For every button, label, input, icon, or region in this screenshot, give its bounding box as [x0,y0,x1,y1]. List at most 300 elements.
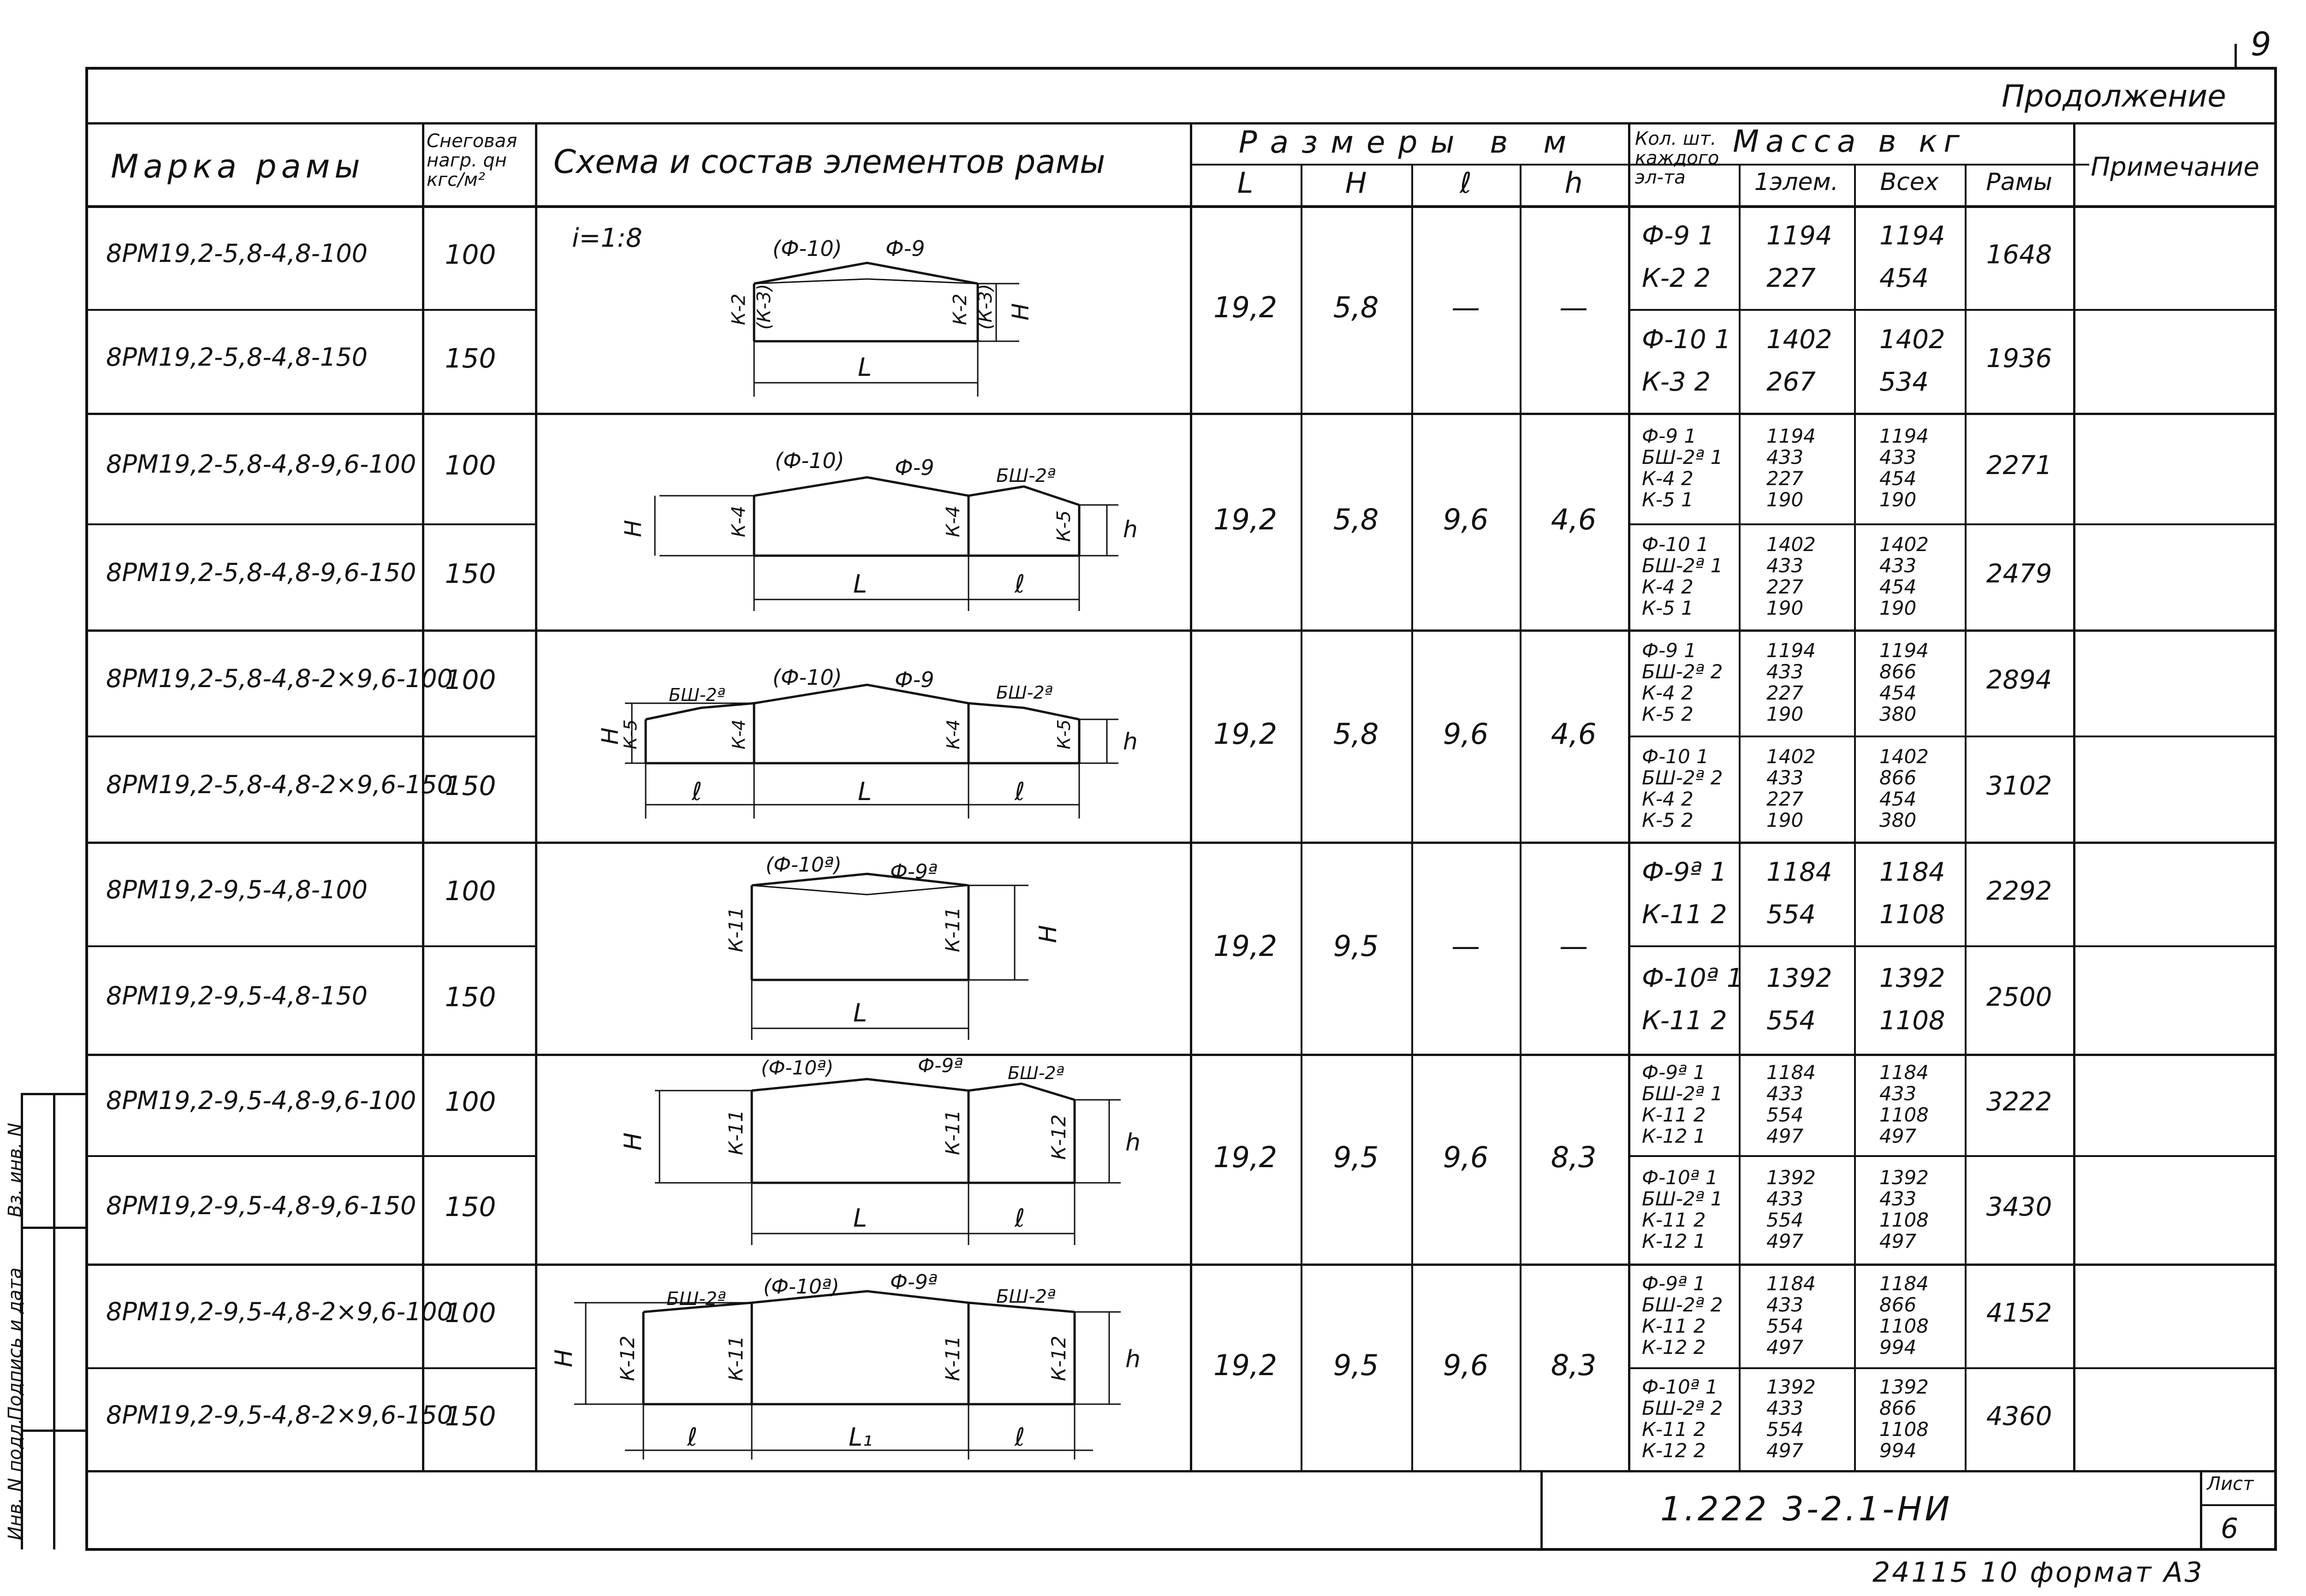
row-load: 100 [445,238,496,270]
mass-one-item: 267 [1766,367,1816,397]
row-rule-left [85,523,537,525]
row-rule-left [85,1155,537,1157]
g2-col-2: К-4 [943,505,964,537]
header-sizes: Размеры в м [1238,125,1580,160]
mass-all-item: 190 [1879,488,1917,511]
element-item: К-5 1 [1642,488,1694,511]
row-elements [1642,851,1727,936]
mass-all-item: 994 [1879,1335,1917,1359]
sheet-box-divider [2200,1470,2202,1551]
group-dim-l: 9,6 [1443,1348,1489,1382]
mass-one-item: 554 [1766,1005,1816,1036]
g4-top-2: Ф-9ª [890,860,938,884]
group-dim-L: 19,2 [1213,1140,1278,1174]
g6-H: H [550,1349,578,1367]
row-mass-one [1766,957,1832,1042]
page-number: 9 [2251,25,2271,63]
group-dim-h: — [1559,929,1588,963]
g2-col-3: К-5 [1053,510,1075,542]
header-mass-all: Всех [1880,168,1939,196]
mass-all-item: 454 [1879,682,1917,704]
slope-label: i=1:8 [572,223,642,253]
mass-all-item: 497 [1879,1229,1917,1252]
row-load: 100 [445,875,496,907]
mass-all-item: 1194 [1879,425,1929,447]
mass-one-item: 433 [1766,554,1804,577]
row-rule-right [1628,523,2277,525]
row-rule-right [1628,309,2277,311]
row-mark: 8РМ19,2-9,5-4,8-150 [106,981,368,1010]
element-item: Ф-9 1 [1642,425,1697,447]
col-line-scheme [1190,122,1192,1471]
mass-all-item: 433 [1879,554,1917,577]
mass-one-item: 1402 [1766,324,1832,355]
row-elements [1642,426,1723,510]
mass-all-item: 534 [1879,367,1929,397]
element-item: К-4 2 [1642,467,1694,490]
mass-one-item: 433 [1766,1396,1804,1419]
g6-h: h [1125,1346,1141,1373]
g5-h: h [1125,1129,1141,1157]
mass-one-item: 227 [1766,467,1804,490]
row-elements [1642,1167,1723,1252]
row-mass-one [1766,534,1816,619]
g6-col-2: К-11 [725,1335,747,1381]
row-mass-all [1879,1167,1929,1252]
g1-L: L [858,353,872,382]
mass-one-item: 1402 [1766,745,1816,768]
g2-h: h [1123,516,1138,543]
group-dim-l: 9,6 [1443,503,1489,536]
row-elements [1642,640,1723,725]
group-dim-h: 8,3 [1551,1140,1597,1174]
g4-col-1: К-11 [725,907,747,952]
g6-col-1: К-12 [616,1335,639,1381]
header-mass-frame: Рамы [1986,168,2052,196]
mass-one-item: 227 [1766,788,1804,810]
row-frame-mass: 2479 [1986,559,2052,589]
row-mass-all [1879,1376,1929,1461]
row-frame-mass: 3430 [1986,1192,2052,1222]
g3-top-2: (Ф-10) [773,665,842,690]
mass-one-item: 433 [1766,1082,1804,1105]
element-item: К-4 2 [1642,788,1694,810]
mass-one-item: 1194 [1766,425,1816,447]
mass-one-item: 554 [1766,1418,1804,1441]
mass-all-item: 1402 [1879,324,1945,355]
g4-H: H [1034,925,1062,943]
row-mark: 8РМ19,2-9,5-4,8-9,6-100 [106,1086,416,1115]
footer-format: 24115 10 формат А3 [1872,1556,2204,1589]
element-item: К-12 2 [1642,1439,1706,1462]
row-frame-mass: 3222 [1986,1087,2052,1117]
g3-H: H [597,727,624,745]
mass-all-item: 1194 [1879,220,1945,251]
sketch-group-4 [725,853,1062,1040]
element-item: К-11 2 [1642,1005,1727,1036]
element-item: Ф-10 1 [1642,533,1709,556]
col-line-mall [1965,164,1967,1471]
g3-top-4: БШ-2ª [996,682,1053,703]
group-dim-H: 9,5 [1333,1140,1379,1174]
row-elements [1642,1062,1723,1147]
row-mark: 8РМ19,2-9,5-4,8-100 [106,875,368,904]
mass-one-item: 554 [1766,899,1816,930]
mass-all-item: 454 [1879,788,1917,810]
element-item: К-11 2 [1642,1208,1706,1231]
row-rule-right [1628,1155,2277,1157]
mass-one-item: 227 [1766,576,1804,598]
row-rule-right [1628,1367,2277,1369]
mass-one-item: 190 [1766,597,1804,619]
mass-all-item: 454 [1879,467,1917,490]
g5-top-2: Ф-9ª [918,1054,963,1077]
group-dim-h: — [1559,291,1588,324]
mass-all-item: 866 [1879,766,1917,789]
header-mass-1: 1элем. [1754,168,1839,196]
g3-L: L [858,777,872,806]
element-item: К-5 2 [1642,703,1694,725]
mass-one-item: 433 [1766,660,1804,683]
g5-top-1: (Ф-10ª) [761,1056,834,1079]
row-mark: 8РМ19,2-5,8-4,8-9,6-150 [106,558,416,587]
g5-col-2: К-11 [941,1109,964,1155]
g2-top-1: (Ф-10) [775,448,844,473]
g3-col-1: К-5 [620,719,641,749]
mass-one-item: 1194 [1766,220,1832,251]
frame-sketches [535,205,1190,1471]
element-item: Ф-9 1 [1642,220,1715,251]
row-mark: 8РМ19,2-5,8-4,8-100 [106,238,368,268]
row-mass-all [1879,746,1929,831]
mass-all-item: 1108 [1879,1104,1929,1126]
g2-H: H [620,520,647,537]
group-dim-l: 9,6 [1443,717,1489,751]
mass-all-item: 1184 [1879,1061,1929,1084]
g6-top-4: БШ-2ª [996,1286,1056,1307]
element-item: К-12 1 [1642,1229,1706,1252]
mass-all-item: 994 [1879,1439,1917,1462]
continuation-label: Продолжение [2002,78,2226,114]
side-stamp-vz: Вз. инв. N [5,1122,26,1217]
mass-one-item: 1392 [1766,1375,1816,1398]
g2-l: ℓ [1015,570,1025,599]
row-mass-one [1766,640,1816,725]
row-frame-mass: 1936 [1986,343,2052,374]
mass-all-item: 380 [1879,809,1917,831]
row-frame-mass: 2500 [1986,982,2052,1012]
col-line-frame [2073,122,2075,1471]
group-dim-H: 5,8 [1333,503,1379,536]
element-item: Ф-9ª 1 [1642,1272,1706,1295]
mass-all-item: 190 [1879,597,1917,619]
sketch-group-5 [619,1054,1141,1245]
row-load: 150 [445,1191,496,1222]
element-item: Ф-10ª 1 [1642,963,1743,993]
element-item: К-11 2 [1642,1314,1706,1337]
element-item: К-12 2 [1642,1335,1706,1359]
row-mass-one [1766,426,1816,510]
g1-top-1: (Ф-10) [773,236,842,261]
sketch-group-2 [620,448,1138,611]
g1-H: H [1007,303,1034,320]
header-mass: Масса в кг [1733,124,1966,159]
row-mark: 8РМ19,2-5,8-4,8-9,6-100 [106,450,416,479]
row-elements [1642,215,1714,300]
mass-one-item: 1184 [1766,1272,1816,1295]
corner-tick [2235,44,2237,69]
g6-top-1: БШ-2ª [666,1288,726,1310]
row-elements [1642,957,1743,1042]
mass-one-item: 554 [1766,1208,1804,1231]
group-dim-H: 5,8 [1333,717,1379,751]
mass-all-item: 1392 [1879,1166,1929,1189]
group-dim-L: 19,2 [1213,291,1278,324]
g6-col-3: К-11 [941,1335,964,1381]
side-stamp-sign: Подпись и дата [5,1267,26,1420]
group-dim-h: 8,3 [1551,1348,1597,1382]
header-count-3: эл-та [1635,167,1686,188]
mass-one-item: 1402 [1766,533,1816,556]
g5-L: L [853,1204,868,1233]
g2-col-1: К-4 [728,505,749,537]
header-snow-load-1: Снеговая [427,131,517,152]
element-item: БШ-2ª 2 [1642,660,1723,683]
row-rule-right [1628,945,2277,947]
row-frame-mass: 4360 [1986,1401,2052,1431]
row-elements [1642,319,1731,403]
row-mark: 8РМ19,2-9,5-4,8-2×9,6-100 [106,1297,453,1326]
header-h: h [1564,166,1583,200]
row-load: 150 [445,770,496,801]
g5-col-3: К-12 [1047,1114,1070,1160]
doc-code: 1.222 3-2.1-НИ [1660,1489,1953,1528]
element-item: К-5 1 [1642,597,1694,619]
group-dim-H: 9,5 [1333,1348,1379,1382]
mass-all-item: 454 [1879,263,1929,293]
row-mass-one [1766,746,1816,831]
col-line-H [1411,164,1413,1471]
g3-h: h [1123,728,1138,755]
row-mass-all [1879,1273,1929,1358]
element-item: БШ-2ª 1 [1642,446,1723,469]
g3-col-4: К-5 [1054,719,1074,749]
mass-all-item: 1184 [1879,857,1945,887]
group-dim-l: 9,6 [1443,1140,1489,1174]
element-item: БШ-2ª 1 [1642,554,1723,577]
side-stamp-line-inner [53,1093,55,1549]
row-elements [1642,1376,1723,1461]
mass-one-item: 497 [1766,1335,1804,1359]
row-mark: 8РМ19,2-5,8-4,8-150 [106,342,368,372]
g6-L: L₁ [849,1423,873,1452]
mass-all-item: 1402 [1879,745,1929,768]
element-item: К-3 2 [1642,367,1711,397]
row-rule-left [85,309,537,311]
row-mass-one [1766,1273,1816,1358]
g1-top-2: Ф-9 [886,236,925,261]
mass-one-item: 1392 [1766,1166,1816,1189]
row-load: 150 [445,1400,496,1432]
g6-top-2: (Ф-10ª) [763,1275,839,1299]
element-item: БШ-2ª 2 [1642,1293,1723,1316]
row-load: 150 [445,342,496,374]
row-mass-one [1766,215,1832,300]
g2-L: L [853,570,868,599]
row-elements [1642,1273,1723,1358]
row-mass-all [1879,215,1945,300]
mass-one-item: 433 [1766,1187,1804,1210]
side-stamp-div-2 [21,1430,85,1432]
g1-left-1: К-2 [728,293,749,325]
row-mass-all [1879,851,1945,936]
header-count-2: каждого [1635,148,1719,169]
header-note: Примечание [2091,152,2259,182]
element-item: Ф-10ª 1 [1642,1375,1718,1398]
sketch-group-1 [572,223,1034,397]
sketch-group-6 [550,1270,1141,1460]
mass-all-item: 497 [1879,1125,1917,1147]
element-item: Ф-10ª 1 [1642,1166,1718,1189]
row-mass-one [1766,851,1832,936]
row-mark: 8РМ19,2-9,5-4,8-9,6-150 [106,1191,416,1220]
header-count-1: Кол. шт. [1635,128,1717,149]
mass-one-item: 497 [1766,1439,1804,1462]
mass-one-item: 227 [1766,263,1816,293]
header-L: L [1237,166,1254,200]
row-elements [1642,746,1723,831]
g2-top-3: БШ-2ª [996,465,1056,487]
mass-one-item: 190 [1766,488,1804,511]
row-rule-right [1628,736,2277,737]
mass-one-item: 433 [1766,1293,1804,1316]
row-load: 150 [445,981,496,1013]
row-frame-mass: 4152 [1986,1298,2052,1328]
row-elements [1642,534,1723,619]
mass-one-item: 1194 [1766,639,1816,662]
g3-l-left: ℓ [692,777,702,806]
header-snow-load-2: нагр. qн [427,150,507,171]
row-frame-mass: 3102 [1986,771,2052,801]
element-item: БШ-2ª 1 [1642,1187,1723,1210]
group-dim-L: 19,2 [1213,717,1278,751]
group-dim-L: 19,2 [1213,929,1278,963]
mass-one-item: 1184 [1766,1061,1816,1084]
col-line-h [1628,122,1630,1471]
row-mark: 8РМ19,2-5,8-4,8-2×9,6-150 [106,770,453,799]
g5-l: ℓ [1015,1204,1025,1233]
mass-all-item: 433 [1879,1082,1917,1105]
group-dim-h: 4,6 [1551,717,1597,751]
mass-all-item: 433 [1879,446,1917,469]
g5-top-3: БШ-2ª [1008,1063,1064,1083]
element-item: Ф-9ª 1 [1642,857,1727,887]
g6-l-left: ℓ [687,1423,698,1452]
col-line-l [1520,164,1521,1471]
header-count [1635,129,1719,187]
element-item: К-11 2 [1642,899,1727,930]
element-item: К-4 2 [1642,682,1694,704]
row-frame-mass: 2271 [1986,451,2052,481]
row-mark: 8РМ19,2-9,5-4,8-2×9,6-150 [106,1400,453,1430]
element-item: К-4 2 [1642,576,1694,598]
mass-one-item: 227 [1766,682,1804,704]
side-stamp-top [21,1093,85,1095]
mass-all-item: 1392 [1879,963,1945,993]
header-scheme: Схема и состав элементов рамы [553,143,1105,181]
element-item: Ф-10 1 [1642,745,1709,768]
row-mass-all [1879,319,1945,403]
row-mass-one [1766,1167,1816,1252]
sheet-box-rule [2200,1504,2277,1506]
row-rule-left [85,1367,537,1369]
mass-one-item: 433 [1766,766,1804,789]
element-item: БШ-2ª 2 [1642,766,1723,789]
mass-one-item: 554 [1766,1314,1804,1337]
row-load: 100 [445,1086,496,1117]
mass-all-item: 1184 [1879,1272,1929,1295]
row-load: 150 [445,558,496,589]
mass-all-item: 454 [1879,576,1917,598]
header-H: H [1345,166,1367,200]
element-item: К-11 2 [1642,1104,1706,1126]
element-item: К-2 2 [1642,263,1711,293]
mass-all-item: 380 [1879,703,1917,725]
title-block-divider [1540,1470,1543,1551]
mass-all-item: 1108 [1879,1418,1929,1441]
col-line-m1 [1854,164,1856,1471]
element-item: БШ-2ª 2 [1642,1396,1723,1419]
row-mark: 8РМ19,2-5,8-4,8-2×9,6-100 [106,664,453,693]
row-mass-all [1879,1062,1929,1147]
group-dim-H: 5,8 [1333,291,1379,324]
g1-right-2: (К-3) [975,284,996,330]
mass-all-item: 866 [1879,660,1917,683]
side-stamp-inv: Инв. N подл. [5,1418,26,1540]
element-item: К-11 2 [1642,1418,1706,1441]
group-dim-L: 19,2 [1213,1348,1278,1382]
g4-col-2: К-11 [941,907,964,952]
row-mass-all [1879,640,1929,725]
sketch-group-3 [597,665,1138,819]
mass-all-item: 866 [1879,1396,1917,1419]
mass-one-item: 554 [1766,1104,1804,1126]
mass-all-item: 1108 [1879,899,1945,930]
mass-all-item: 433 [1879,1187,1917,1210]
mass-one-item: 1392 [1766,963,1832,993]
header-l: ℓ [1460,166,1472,200]
g1-left-2: (К-3) [754,284,775,330]
row-frame-mass: 2894 [1986,665,2052,695]
g5-col-1: К-11 [725,1109,747,1155]
g4-top-1: (Ф-10ª) [766,853,842,877]
mass-one-item: 190 [1766,703,1804,725]
g6-top-3: Ф-9ª [890,1270,938,1294]
g3-top-1: БШ-2ª [669,685,725,705]
element-item: К-12 1 [1642,1125,1706,1147]
mass-one-item: 433 [1766,446,1804,469]
mass-one-item: 190 [1766,809,1804,831]
mass-all-item: 866 [1879,1293,1917,1316]
row-rule-left [85,945,537,947]
row-mass-all [1879,534,1929,619]
row-frame-mass: 2292 [1986,876,2052,906]
sheet-number: 6 [2221,1513,2239,1545]
mass-all-item: 1194 [1879,639,1929,662]
row-rule-left [85,736,537,737]
g2-top-2: Ф-9 [895,455,934,480]
g3-col-2: К-4 [729,719,749,749]
